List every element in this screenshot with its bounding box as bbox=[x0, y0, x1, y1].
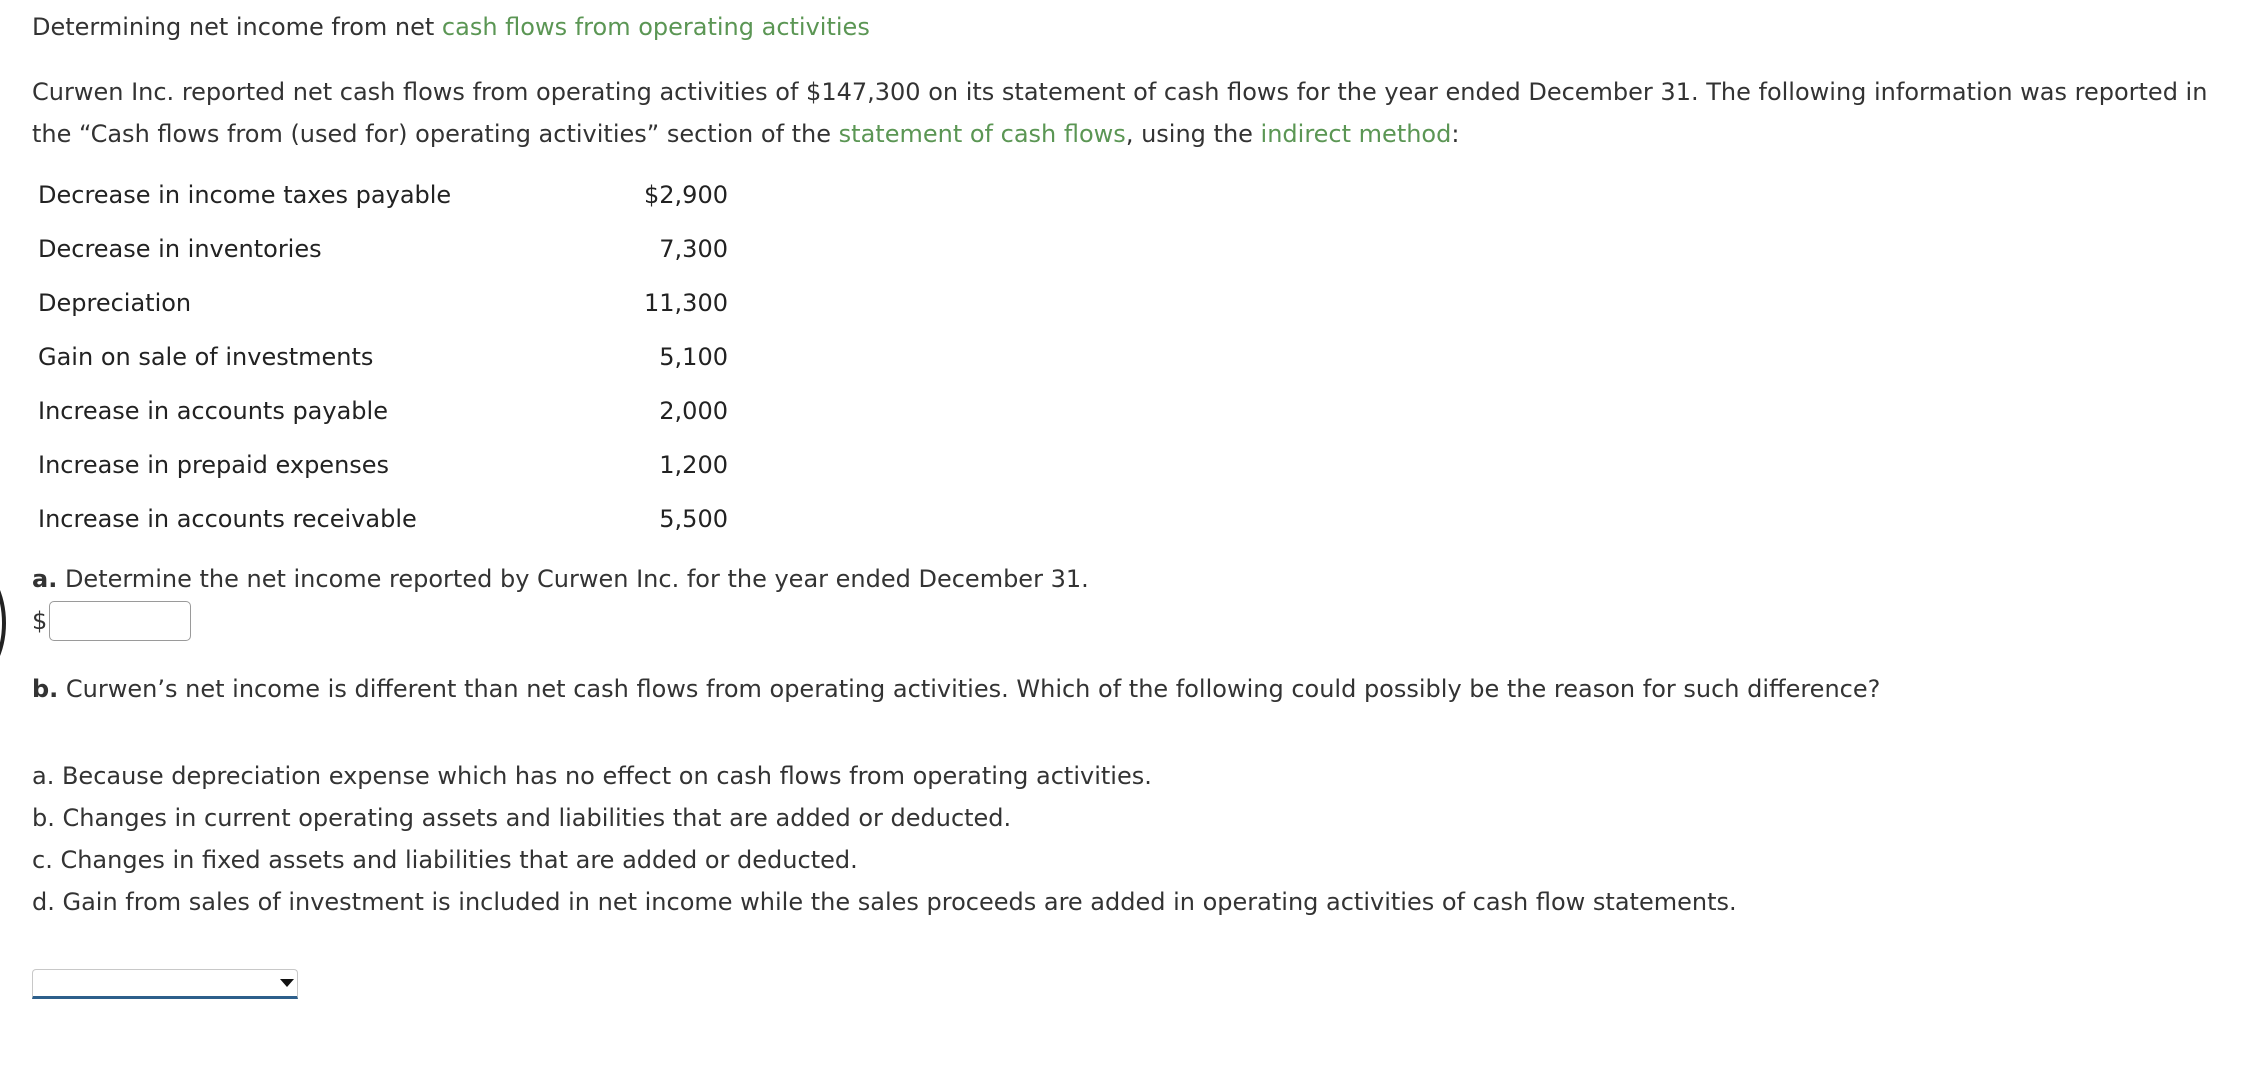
question-b bbox=[32, 671, 1880, 707]
row-label: Increase in accounts payable bbox=[38, 397, 388, 425]
title-text: Determining net income from net bbox=[32, 13, 442, 41]
currency-symbol: $ bbox=[32, 607, 48, 635]
cash-flows-operating-link[interactable]: cash flows from operating activities bbox=[441, 13, 870, 41]
row-label: Depreciation bbox=[38, 289, 192, 317]
table-row bbox=[38, 222, 728, 276]
statement-of-cash-flows-link[interactable]: statement of cash flows bbox=[838, 120, 1126, 148]
option-b: b. Changes in current operating assets and liabilities that are added or deducted. bbox=[32, 804, 1012, 832]
question-b-text: Curwen’s net income is different than net cash flows from operating activities. Which of the following could possibly be the reason for such difference? bbox=[58, 675, 1881, 703]
table-row bbox=[38, 330, 728, 384]
intro-text-3: : bbox=[1451, 120, 1460, 148]
question-a bbox=[32, 561, 1089, 597]
intro-text-2: , using the bbox=[1125, 120, 1261, 148]
row-amount: 1,200 bbox=[659, 451, 728, 479]
option-c: c. Changes in fixed assets and liabilities that are added or deducted. bbox=[32, 846, 858, 874]
question-a-text: Determine the net income reported by Curwen Inc. for the year ended December 31. bbox=[57, 565, 1089, 593]
row-label: Gain on sale of investments bbox=[38, 343, 374, 371]
row-amount: 2,000 bbox=[659, 397, 728, 425]
intro-line-1: Curwen Inc. reported net cash flows from operating activities of $147,300 on its statement of cash flows for the year ended December 31. The following information was reported in bbox=[32, 78, 2208, 106]
table-row bbox=[38, 168, 728, 222]
option-d: d. Gain from sales of investment is included in net income while the sales proceeds are added in operating activities of cash flow statements. bbox=[32, 888, 1737, 916]
row-amount: 11,300 bbox=[644, 289, 728, 317]
page-title bbox=[32, 9, 870, 45]
table-row bbox=[38, 384, 728, 438]
row-amount: 5,500 bbox=[659, 505, 728, 533]
option-a: a. Because depreciation expense which has no effect on cash flows from operating activities. bbox=[32, 762, 1152, 790]
cursor-circle-decoration bbox=[0, 568, 6, 678]
intro-line-2 bbox=[32, 113, 2248, 155]
chevron-down-icon bbox=[280, 979, 294, 987]
question-b-letter: b. bbox=[32, 675, 59, 703]
row-label: Decrease in income taxes payable bbox=[38, 181, 452, 209]
table-row bbox=[38, 492, 728, 546]
reason-select-dropdown[interactable] bbox=[32, 969, 298, 999]
table-row bbox=[38, 276, 728, 330]
row-label: Decrease in inventories bbox=[38, 235, 322, 263]
row-label: Increase in prepaid expenses bbox=[38, 451, 390, 479]
row-label: Increase in accounts receivable bbox=[38, 505, 417, 533]
intro-text-1: the “Cash flows from (used for) operating activities” section of the bbox=[32, 120, 839, 148]
question-a-letter: a. bbox=[32, 565, 58, 593]
net-income-input[interactable] bbox=[49, 601, 191, 641]
net-income-answer-row bbox=[32, 598, 191, 644]
table-row bbox=[38, 438, 728, 492]
row-amount: 5,100 bbox=[659, 343, 728, 371]
answer-options-list bbox=[32, 755, 1737, 923]
indirect-method-link[interactable]: indirect method bbox=[1260, 120, 1452, 148]
adjustments-table bbox=[38, 168, 728, 546]
row-amount: $2,900 bbox=[644, 181, 728, 209]
row-amount: 7,300 bbox=[659, 235, 728, 263]
problem-intro bbox=[32, 71, 2248, 155]
